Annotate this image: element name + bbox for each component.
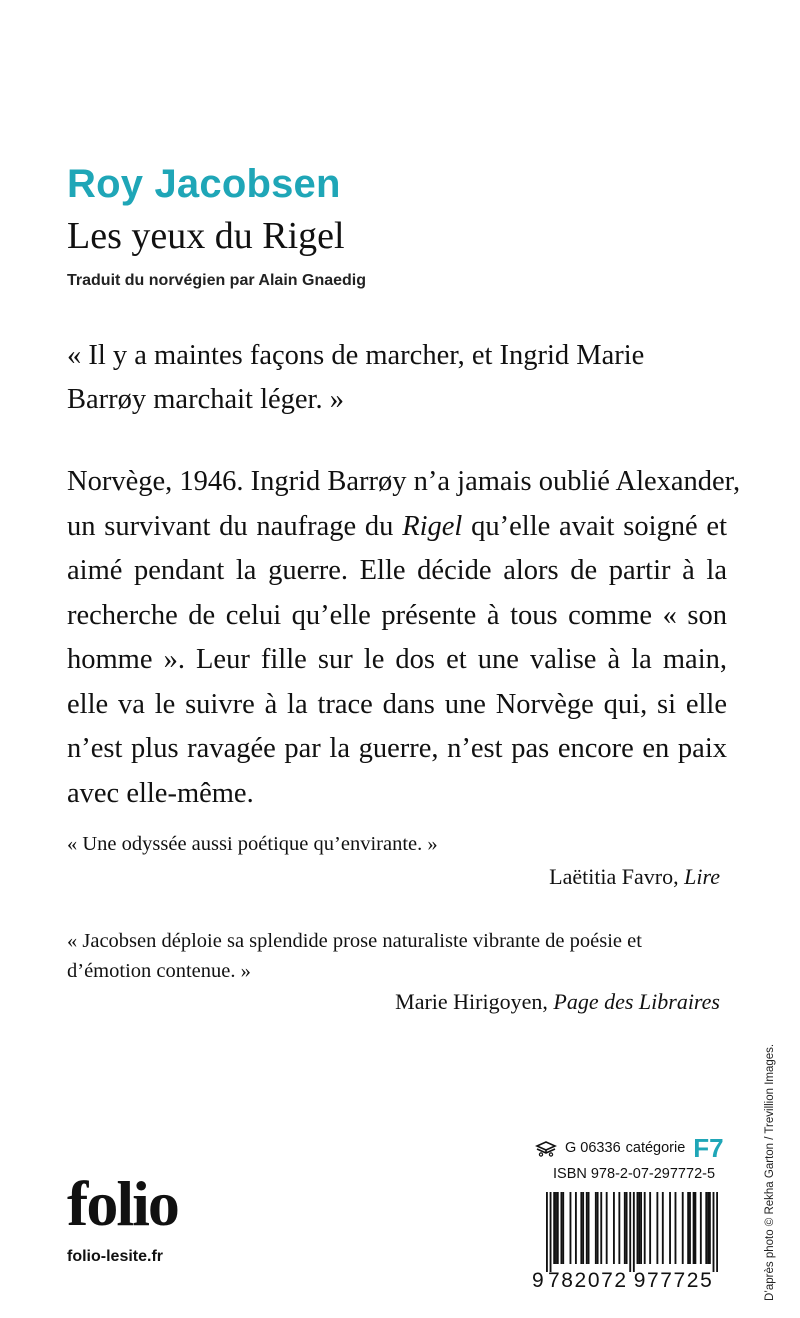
review-source: Lire: [684, 864, 720, 889]
barcode-guard-bar: [633, 1192, 635, 1272]
synopsis: [67, 460, 741, 816]
barcode-bar: [705, 1192, 707, 1264]
isbn: ISBN 978-2-07-297772-5: [553, 1166, 716, 1182]
category-label: catégorie: [625, 1140, 686, 1156]
barcode-bar: [597, 1192, 599, 1264]
book-title: Les yeux du Rigel: [67, 215, 345, 257]
barcode-bar: [588, 1192, 590, 1264]
barcode-bar: [586, 1192, 588, 1264]
barcode-bar: [656, 1192, 658, 1264]
product-code: G 06336: [565, 1140, 621, 1156]
barcode-bar: [638, 1192, 640, 1264]
book-stack-icon: [535, 1139, 557, 1157]
barcode-bar: [626, 1192, 628, 1264]
barcode-bar: [707, 1192, 709, 1264]
photo-credit-text: D’après photo © Rekha Garton / Trevillion Images.: [764, 1043, 776, 1301]
publisher-logo: folio: [67, 1168, 178, 1239]
synopsis-line: n’est plus ravagée par la guerre, n’est pas encore en paix: [67, 733, 727, 764]
barcode-bar: [687, 1192, 689, 1264]
barcode-bar: [669, 1192, 671, 1264]
category-value: F7: [693, 1133, 724, 1163]
review-attribution: Marie Hirigoyen, Page des Libraires: [395, 989, 720, 1014]
barcode-bar: [595, 1192, 597, 1264]
translator-credit: Traduit du norvégien par Alain Gnaedig: [67, 272, 366, 289]
review-attribution: Laëtitia Favro, Lire: [549, 864, 720, 889]
synopsis-line: un survivant du naufrage du Rigel qu’elle avait soigné et: [67, 510, 728, 542]
synopsis-line: avec elle-même.: [67, 777, 254, 809]
barcode-digit-group: 977725: [633, 1269, 714, 1292]
barcode-bar: [557, 1192, 559, 1264]
barcode-digit-prefix: 9: [532, 1269, 546, 1292]
barcode-bar: [560, 1192, 562, 1264]
review-quote: « Une odyssée aussi poétique qu’envirante. »: [67, 833, 438, 855]
barcode-bar: [606, 1192, 608, 1264]
review-quote: « Jacobsen déploie sa splendide prose naturaliste vibrante de poésie et d’émotion contenue. »: [67, 930, 642, 982]
author-name: Roy Jacobsen: [67, 162, 341, 206]
product-code-row: [535, 1134, 724, 1162]
publisher-website: folio-lesite.fr: [67, 1248, 164, 1265]
barcode-bar: [600, 1192, 602, 1264]
review-source: Page des Libraires: [553, 989, 720, 1014]
barcode-bar: [575, 1192, 577, 1264]
barcode-bar: [553, 1192, 555, 1264]
barcode-guard-bar: [546, 1192, 548, 1272]
barcode-bar: [662, 1192, 664, 1264]
barcode-guard-bar: [629, 1192, 631, 1272]
barcode-bar: [570, 1192, 572, 1264]
barcode-bar: [689, 1192, 691, 1264]
barcode-bar: [693, 1192, 695, 1264]
barcode-bar: [709, 1192, 711, 1264]
barcode-guard-bar: [713, 1192, 715, 1272]
barcode-bar: [613, 1192, 615, 1264]
synopsis-line: recherche de celui qu’elle présente à tous comme « son: [67, 599, 727, 631]
barcode-bar: [562, 1192, 564, 1264]
opening-quote: « Il y a maintes façons de marcher, et Ingrid Marie Barrøy marchait léger. »: [67, 340, 645, 415]
barcode-bar: [675, 1192, 677, 1264]
barcode-bar: [624, 1192, 626, 1264]
ship-name: Rigel: [402, 510, 463, 542]
barcode-bar: [700, 1192, 702, 1264]
barcode-guard-bar: [550, 1192, 552, 1272]
barcode-bar: [637, 1192, 639, 1264]
barcode-bar: [649, 1192, 651, 1264]
barcode-bar: [644, 1192, 646, 1264]
barcode-bar: [640, 1192, 642, 1264]
synopsis-line: homme ». Leur fille sur le dos et une valise à la main,: [67, 644, 727, 675]
barcode-digit-group: 782072: [548, 1269, 628, 1292]
barcode-bar: [555, 1192, 557, 1264]
barcode-bar: [618, 1192, 620, 1264]
barcode: [546, 1192, 718, 1272]
barcode-bar: [580, 1192, 582, 1264]
photo-credit: [758, 1001, 782, 1301]
synopsis-line: aimé pendant la guerre. Elle décide alors de partir à la: [67, 555, 727, 586]
barcode-bar: [682, 1192, 684, 1264]
barcode-bar: [582, 1192, 584, 1264]
barcode-bar: [694, 1192, 696, 1264]
barcode-digits: [532, 1268, 722, 1294]
synopsis-line: elle va le suivre à la trace dans une Norvège qui, si elle: [67, 688, 727, 720]
synopsis-line: Norvège, 1946. Ingrid Barrøy n’a jamais oublié Alexander,: [67, 466, 741, 497]
barcode-guard-bar: [716, 1192, 718, 1272]
